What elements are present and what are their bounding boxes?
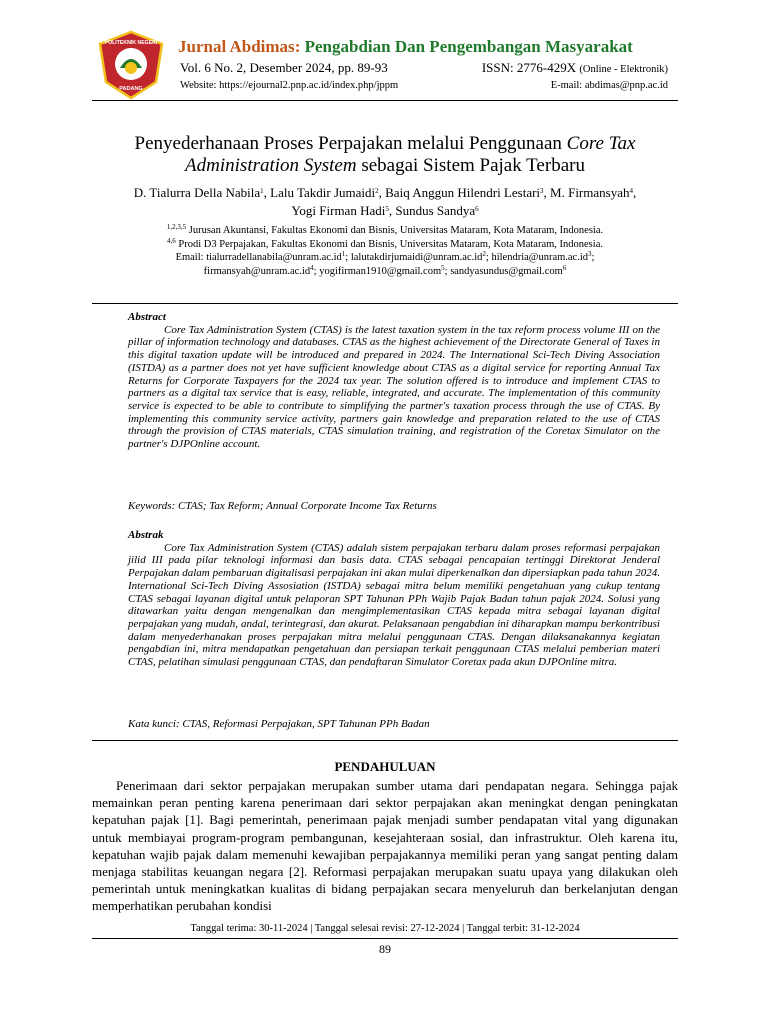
email-sep: ;	[591, 252, 595, 263]
logo-text-bottom: PADANG	[119, 86, 143, 92]
abstract-indonesian	[128, 529, 660, 669]
journal-title	[178, 37, 633, 57]
email-sep: ;	[485, 252, 492, 263]
author-sep: ,	[378, 185, 386, 200]
author-sup: 1	[260, 187, 264, 195]
affiliation-sup: 1,2,3,5	[166, 223, 187, 231]
author-sup: 6	[475, 205, 479, 213]
email-sup: 5	[441, 263, 445, 272]
issn-note: (Online - Elektronik)	[579, 64, 668, 75]
author-sep: ,	[632, 185, 637, 200]
author: Sundus Sandya	[395, 203, 476, 218]
author-email[interactable]: firmansyah@unram.ac.id	[203, 265, 311, 277]
keywords-indonesian: Kata kunci: CTAS, Reformasi Perpajakan, SPT Tahunan PPh Badan	[128, 718, 430, 730]
affiliation-line	[92, 238, 678, 252]
email-sep: ;	[444, 265, 451, 277]
abstract-bottom-divider	[92, 740, 678, 741]
email-sup: 2	[482, 250, 486, 258]
author-sup: 2	[375, 187, 379, 195]
author-email[interactable]: yogifirman1910@gmail.com	[319, 265, 442, 277]
abstrak-heading: Abstrak	[128, 529, 164, 541]
journal-name: Jurnal Abdimas	[178, 37, 295, 56]
author-sup: 3	[540, 187, 544, 195]
author: M. Firmansyah	[550, 185, 630, 200]
submission-dates: Tanggal terima: 30-11-2024 | Tanggal selesai revisi: 27-12-2024 | Tanggal terbit: 31-12-2024	[190, 923, 580, 934]
header-divider	[92, 100, 678, 101]
abstract-top-divider	[92, 303, 678, 304]
website-link[interactable]: Website: https://ejournal2.pnp.ac.id/index.php/jppm	[180, 80, 399, 91]
volume-info: Vol. 6 No. 2, Desember 2024, pp. 89-93	[180, 60, 388, 75]
footer-divider	[92, 938, 678, 939]
abstract-english	[128, 311, 660, 451]
keywords-english: Keywords: CTAS; Tax Reform; Annual Corporate Income Tax Returns	[128, 500, 437, 512]
paper-title	[92, 133, 678, 177]
logo-text-top: POLITEKNIK NEGERI	[104, 40, 158, 46]
email-link[interactable]: E-mail: abdimas@pnp.ac.id	[550, 80, 668, 91]
journal-subtitle: Pengabdian Dan Pengembangan Masyarakat	[304, 37, 633, 56]
email-list	[92, 251, 678, 265]
abstract-text: Core Tax Administration System (CTAS) is the latest taxation system in the tax reform process volume III on the pillar of information technology and databases. CTAS as the highest achievement of the Directorate General of Taxes in this digital taxation update will be introduced and prepared in 2024. The International Sci-Tech Diving Association (ISTDA) as a partner does not yet have sufficient knowledge about CTAS as a digital service for reporting Annual Tax Returns for Corporate Taxpayers for the 2024 tax year. The solution offered is to introduce and implement CTAS to partners as a digital tax service that is easy, reliable, integrated, and accurate. The implementation of this community service is expected to be able to contribute to simplifying the partner's taxation process through the use of CTAS. By implementing this community service activity, partners gain knowledge and preparation related to the use of CTAS through the provision of CTAS materials, CTAS simulation training, and registration of the Coretax Simulator on the partner's DJPOnline account.	[128, 323, 660, 451]
author-sep: ,	[263, 185, 271, 200]
affiliation-text: Jurusan Akuntansi, Fakultas Ekonomi dan Bisnis, Universitas Mataram, Kota Mataram, Indonesia.	[186, 225, 604, 236]
author: D. Tialurra Della Nabila	[133, 185, 261, 200]
author-email[interactable]: tialurradellanabila@unram.ac.id	[206, 252, 342, 263]
email-sep: ;	[313, 265, 320, 277]
email-label: Email:	[175, 252, 207, 263]
section-heading: PENDAHULUAN	[334, 759, 436, 774]
author: Lalu Takdir Jumaidi	[270, 185, 376, 200]
abstrak-text: Core Tax Administration System (CTAS) adalah sistem perpajakan terbaru dalam proses reformasi perpajakan jilid III pada pilar teknologi informasi dan basis data. CTAS sebagai pencapaian tertinggi Direktorat Jenderal Perpajakan dalam pembaruan digitalisasi perpajakan ini akan mulai diperkenalkan dan dipersiapkan pada tahun 2024. International Sci-Tech Diving Assosiation (ISTDA) sebagai mitra belum memiliki pengetahuan yang cukup tentang CTAS sebagai layanan digital untuk pelaporan SPT Tahunan PPh Wajib Pajak Badan tahun pajak 2024. Solusi yang ditawarkan yaitu dengan mengenalkan dan mengimplementasikan CTAS kepada mitra sebagai layanan digital perpajakan yang mudah, andal, terintegrasi, dan akurat. Pelaksanaan pengabdian ini diharapkan mampu berkontribusi dalam menyederhanakan proses perpajakan mitra melalui penggunaan CTAS. Dengan dilaksanakannya kegiatan pengabdian ini, mitra mendapatkan pengetahuan dan persiapan terkait penggunaan CTAS melalui pemberian materi CTAS, pelatihan simulasi penggunaan CTAS, dan pendaftaran Simulator Coretax pada akun DJPOnline mitra.	[128, 541, 660, 669]
author-list	[92, 184, 678, 220]
author: Baiq Anggun Hilendri Lestari	[385, 185, 541, 200]
journal-separator: :	[294, 37, 301, 56]
author-sup: 4	[629, 187, 633, 195]
author-email[interactable]: sandyasundus@gmail.com	[450, 265, 563, 277]
email-sup: 3	[588, 250, 592, 258]
issn-info	[482, 60, 668, 76]
body-paragraph: Penerimaan dari sektor perpajakan merupakan sumber utama dari pendapatan negara. Sehingga pajak memainkan peran penting karena penerimaan dari sektor perpajakan akan meningkat dengan peningkatan kepatuhan pajak [1]. Bagi pemerintah, penerimaan pajak menjadi sumber pendapatan vital yang digunakan untuk membiayai program-program pembangunan, kesejahteraan sosial, dan infrastruktur. Oleh karena itu, kepatuhan wajib pajak dalam memenuhi kewajiban perpajakannya memiliki peran yang sangat penting dalam menjaga stabilitas keuangan negara [2]. Reformasi perpajakan merupakan suatu upaya yang dilakukan oleh pemerintah untuk meningkatkan kualitas di bidang perpajakan secara menyeluruh dan berkelanjutan dengan memperhatikan perubahan kondisi	[92, 778, 678, 914]
page-number: 89	[379, 942, 391, 956]
author-sup: 5	[385, 205, 389, 213]
author: Yogi Firman Hadi	[291, 203, 386, 218]
affiliations	[92, 224, 678, 278]
author-sep: ,	[543, 185, 551, 200]
affiliation-line	[92, 224, 678, 238]
author-email[interactable]: hilendria@unram.ac.id	[491, 252, 589, 263]
email-sep: ;	[345, 252, 351, 263]
author-email[interactable]: lalutakdirjumaidi@unram.ac.id	[350, 252, 483, 263]
email-sup: 1	[341, 250, 346, 258]
title-part-2: sebagai Sistem Pajak Terbaru	[356, 155, 585, 176]
abstract-heading: Abstract	[128, 311, 166, 323]
author-sep: ,	[388, 203, 396, 218]
affiliation-sup: 4,6	[167, 236, 176, 245]
email-sup: 4	[310, 263, 314, 272]
issn-number: ISSN: 2776-429X	[481, 60, 577, 75]
title-italic: Core Tax Administration System	[185, 133, 636, 176]
email-list	[92, 265, 678, 279]
institution-logo	[96, 30, 166, 100]
affiliation-text: Prodi D3 Perpajakan, Fakultas Ekonomi dan Bisnis, Universitas Mataram, Kota Mataram, Indonesia.	[175, 238, 603, 250]
title-part-1: Penyederhanaan Proses Perpajakan melalui Penggunaan	[134, 133, 567, 154]
email-sup: 6	[562, 263, 567, 272]
